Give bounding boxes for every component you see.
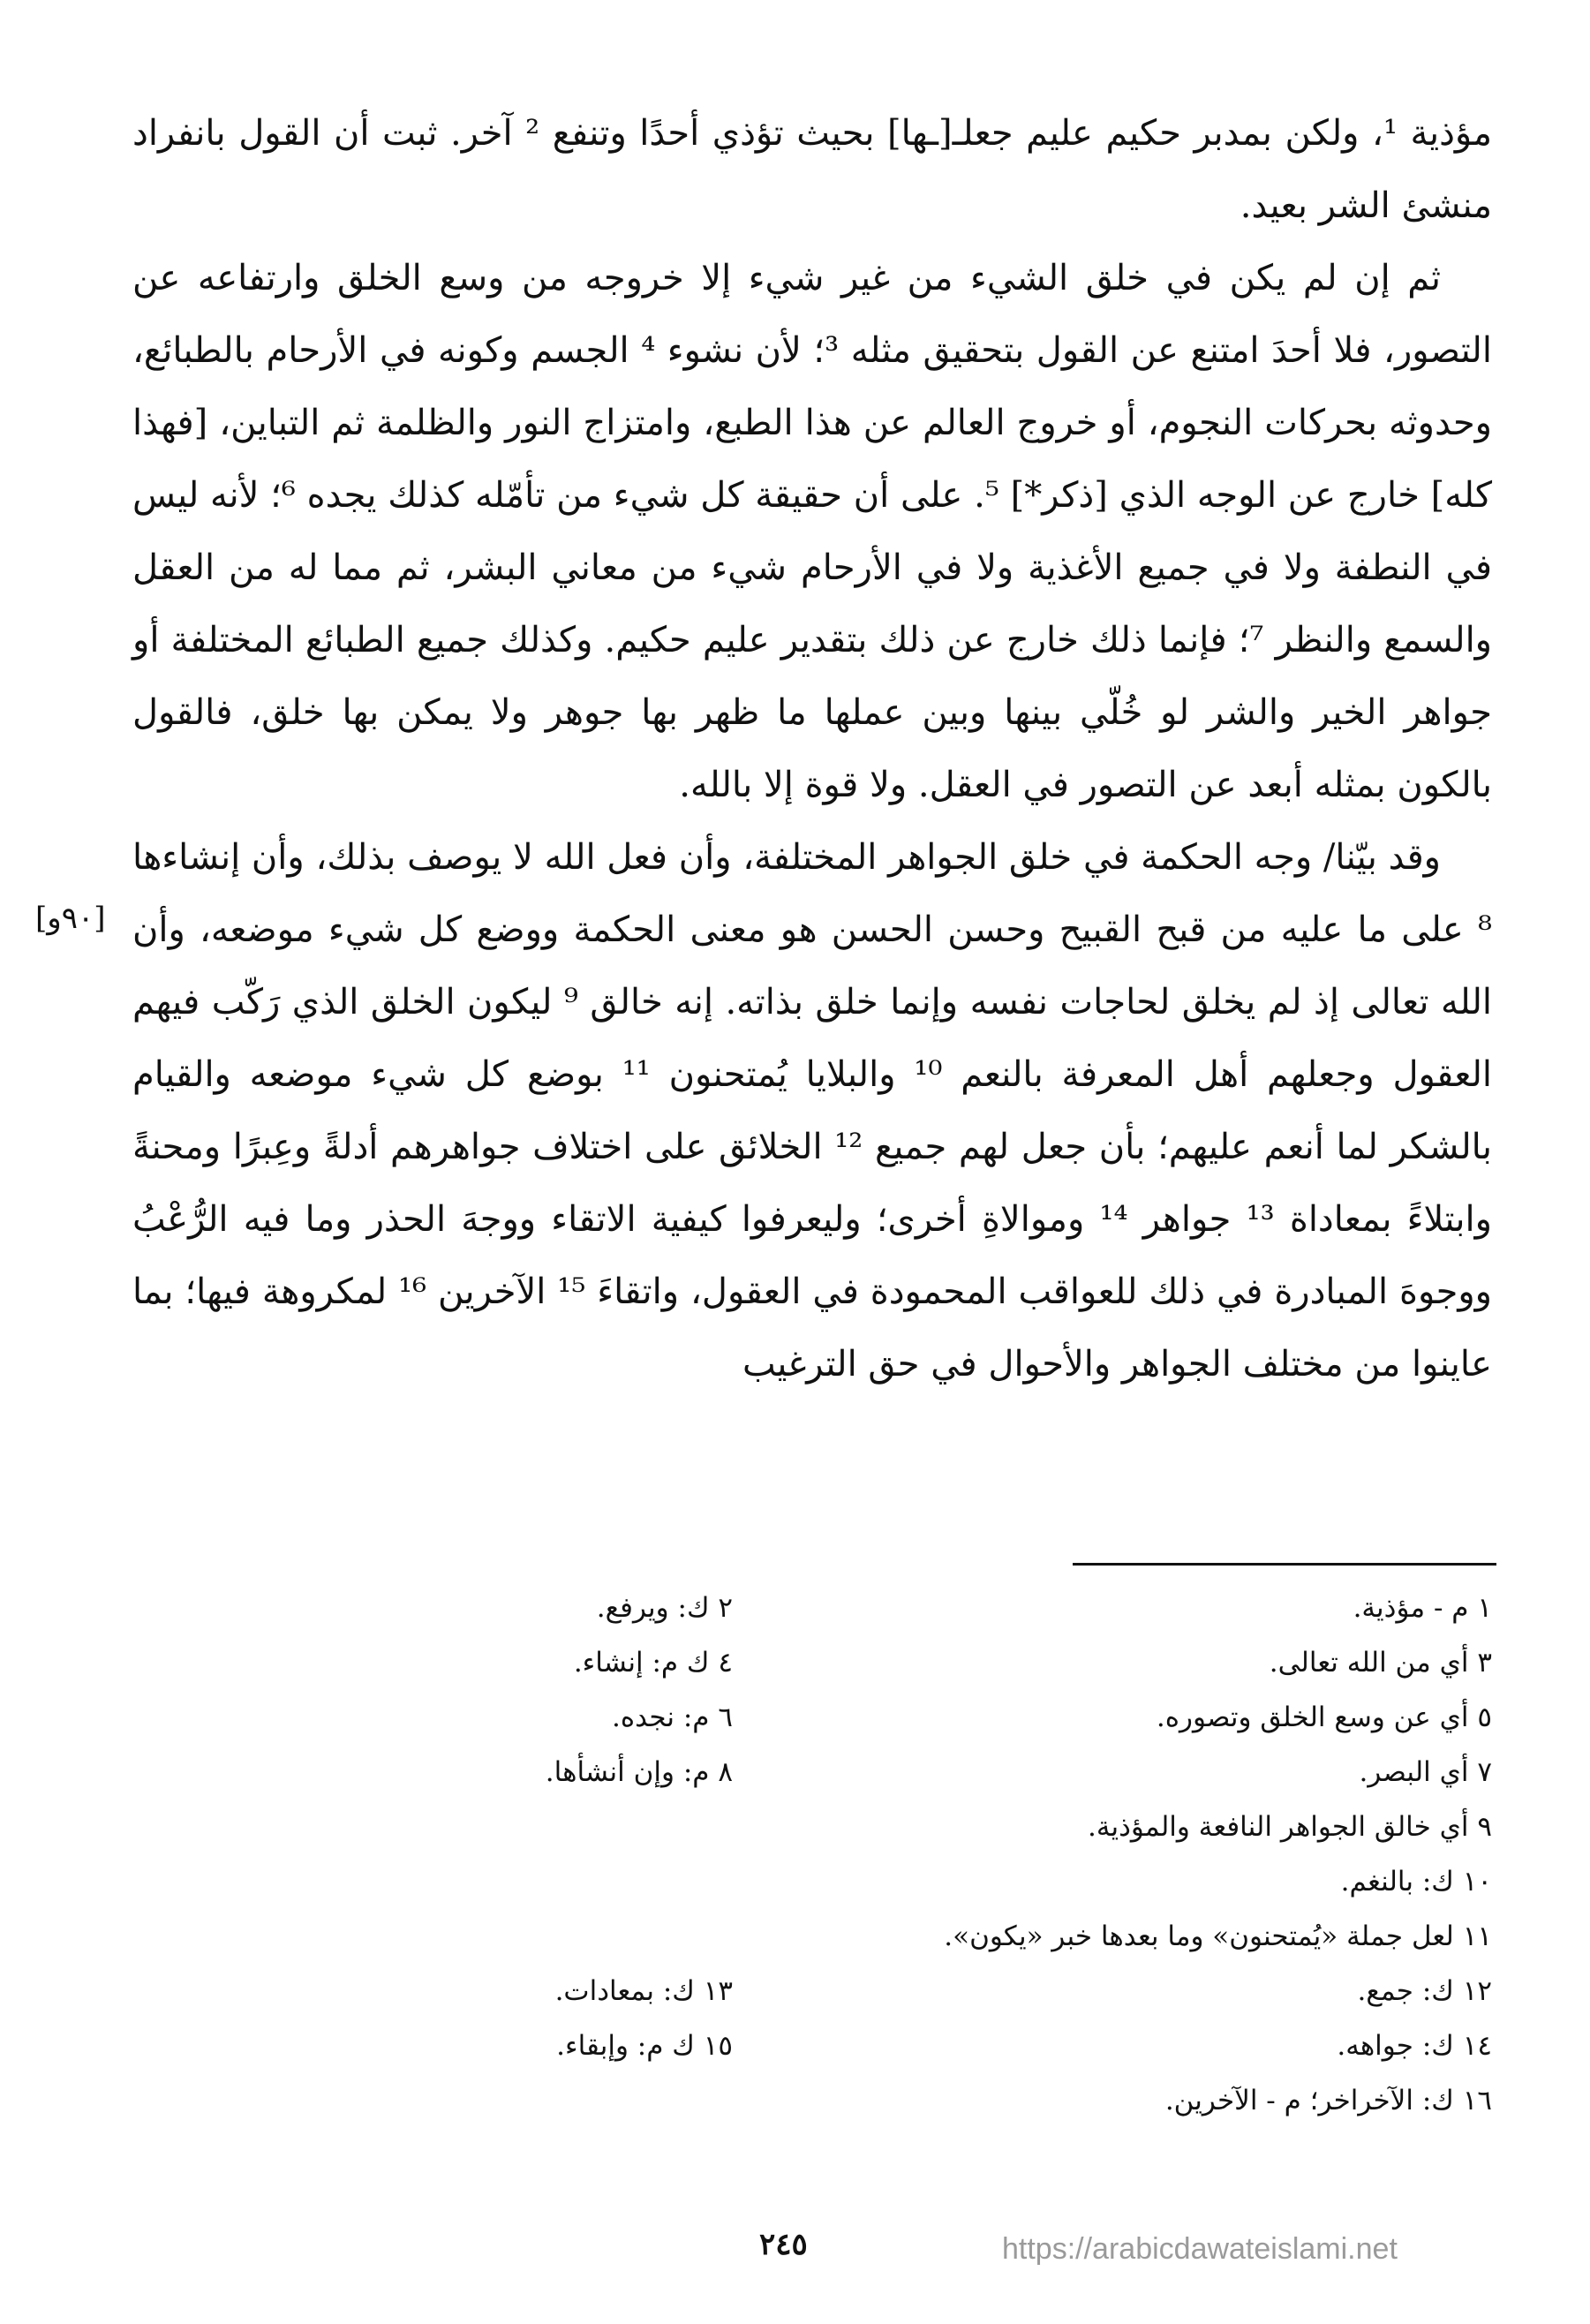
footnote-item: ١٦ ك: الآخراخر؛ م - الآخرين. xyxy=(1164,2085,1492,2116)
main-text xyxy=(132,97,1492,1400)
footnote-row xyxy=(132,1964,1492,2018)
footnote-row xyxy=(132,1800,1492,1854)
footnote-item: ٥ أي عن وسع الخلق وتصوره. xyxy=(1156,1702,1492,1733)
footnote-item: ٩ أي خالق الجواهر النافعة والمؤذية. xyxy=(1088,1811,1492,1843)
footnote-item: ١٣ ك: بمعادات. xyxy=(554,1975,733,2007)
footnote-item: ٤ ك م: إنشاء. xyxy=(573,1647,733,1679)
footnote-item: ٦ م: نجده. xyxy=(611,1702,733,1733)
footnote-row xyxy=(132,1854,1492,1909)
footnote-item: ٨ م: وإن أنشأها. xyxy=(545,1756,733,1788)
footnote-item: ١١ لعل جملة «يُمتحنون» وما بعدها خبر «يكون». xyxy=(944,1920,1492,1952)
paragraph-2: ثم إن لم يكن في خلق الشيء من غير شيء إلا خروجه من وسع الخلق وارتفاعه عن التصور، فلا أحدَ امتنع عن القول بتحقيق مثله ³؛ لأن نشوء ⁴ الجسم وكونه في الأرحام بالطبائع، وحدوثه بحركات النجوم، أو خروج العالم عن هذا الطبع، وامتزاج النور والظلمة ثم التباين، [فهذا كله] خارج عن الوجه الذي [ذكر*] ⁵. على أن حقيقة كل شيء من تأمّله كذلك يجده ⁶؛ لأنه ليس في النطفة ولا في جميع الأغذية ولا في الأرحام شيء من معاني البشر، ثم مما له من العقل والسمع والنظر ⁷؛ فإنما ذلك خارج عن ذلك بتقدير عليم حكيم. وكذلك جميع الطبائع المختلفة أو جواهر الخير والشر لو خُلّي بينها وبين عملها ما ظهر بها جوهر ولا يمكن بها خلق، فالقول بالكون بمثله أبعد عن التصور في العقل. ولا قوة إلا بالله. xyxy=(132,258,1492,805)
footnote-item: ١٢ ك: جمع. xyxy=(1357,1975,1492,2007)
footnote-row xyxy=(132,1909,1492,1964)
footnote-item: ٢ ك: ويرفع. xyxy=(596,1592,733,1624)
footnote-divider xyxy=(1073,1563,1496,1566)
footnote-item: ١٥ ك م: وإبقاء. xyxy=(556,2030,733,2062)
paragraph-3: وقد بيّنا/ وجه الحكمة في خلق الجواهر المختلفة، وأن فعل الله لا يوصف بذلك، وأن إنشاءها ⁸ على ما عليه من قبح القبيح وحسن الحسن هو معنى الحكمة ووضع كل شيء موضعه، وأن الله تعالى إذ لم يخلق لحاجات نفسه وإنما خلق بذاته. إنه خالق ⁹ ليكون الخلق الذي رَكّب فيهم العقول وجعلهم أهل المعرفة بالنعم ¹⁰ والبلايا يُمتحنون ¹¹ بوضع كل شيء موضعه والقيام بالشكر لما أنعم عليهم؛ بأن جعل لهم جميع ¹² الخلائق على اختلاف جواهرهم أدلةً وعِبرًا ومحنةً وابتلاءً بمعاداة ¹³ جواهر ¹⁴ وموالاةِ أخرى؛ وليعرفوا كيفية الاتقاء ووجهَ الحذر وما فيه الرُّعْبُ ووجوهَ المبادرة في ذلك للعواقب المحمودة في العقول، واتقاءَ ¹⁵ الآخرين ¹⁶ لمكروهة فيها؛ بما عاينوا من مختلف الجواهر والأحوال في حق الترغيب xyxy=(132,837,1493,1385)
footnote-item: ٣ أي من الله تعالى. xyxy=(1269,1647,1492,1679)
manuscript-folio-marker: [٩٠و] xyxy=(35,901,106,936)
footnote-row xyxy=(132,1581,1492,1635)
footnote-row xyxy=(132,1690,1492,1745)
footnote-row xyxy=(132,2073,1492,2128)
footnotes xyxy=(132,1581,1492,2128)
footnote-item: ١٠ ك: بالنغم. xyxy=(1340,1866,1492,1898)
page-number: ٢٤٥ xyxy=(759,2227,808,2262)
footnote-item: ١ م - مؤذية. xyxy=(1353,1592,1492,1624)
footnote-row xyxy=(132,2018,1492,2073)
footnote-row xyxy=(132,1745,1492,1800)
footnote-item: ٧ أي البصر. xyxy=(1359,1756,1492,1788)
footnote-item: ١٤ ك: جواهه. xyxy=(1337,2030,1492,2062)
source-watermark: https://arabicdawateislami.net xyxy=(1002,2232,1398,2266)
footnote-row xyxy=(132,1635,1492,1690)
paragraph-1: مؤذية ¹، ولكن بمدبر حكيم عليم جعلـ[ـها] بحيث تؤذي أحدًا وتنفع ² آخر. ثبت أن القول بانفراد منشئ الشر بعيد. xyxy=(132,113,1492,226)
